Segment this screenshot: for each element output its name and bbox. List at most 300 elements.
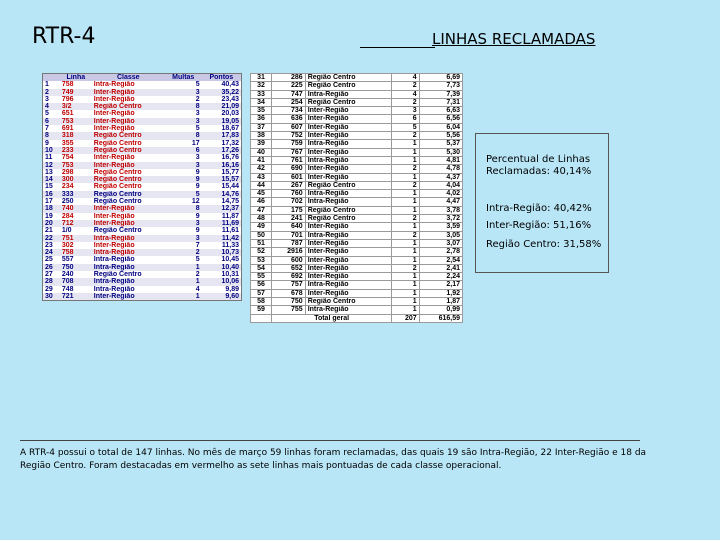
fines-cell: 1	[392, 239, 419, 247]
rank-cell: 41	[251, 156, 272, 164]
table-row	[43, 169, 242, 176]
class-cell: Região Centro	[93, 271, 142, 279]
rank-cell: 54	[251, 264, 272, 272]
points-cell: 2,24	[419, 273, 462, 281]
table-row	[251, 98, 463, 106]
rank-cell: 39	[251, 140, 272, 148]
class-cell: Inter-Região	[93, 212, 135, 220]
points-cell: 17,26	[221, 146, 239, 154]
table-row	[251, 223, 463, 231]
fines-cell: 1	[392, 223, 419, 231]
points-cell: 3,72	[419, 215, 462, 223]
line-cell: 747	[271, 90, 305, 98]
fines-cell: 1	[392, 198, 419, 206]
slide-heading: LINHAS RECLAMADAS	[432, 30, 596, 48]
rank-cell: 18	[45, 205, 53, 213]
line-cell: 241	[271, 215, 305, 223]
rank-cell: 16	[45, 190, 53, 198]
line-cell: 267	[271, 181, 305, 189]
fines-cell: 4	[392, 90, 419, 98]
fines-cell: 6	[392, 115, 419, 123]
line-cell: 240	[61, 271, 74, 279]
rank-cell: 56	[251, 281, 272, 289]
points-cell: 10,31	[221, 271, 239, 279]
rank-cell: 12	[45, 161, 53, 169]
class-cell: Inter-Região	[305, 248, 392, 256]
class-cell: Inter-Região	[93, 125, 135, 133]
table-row	[251, 181, 463, 189]
points-cell: 9,89	[225, 285, 239, 293]
class-cell: Região Centro	[305, 74, 392, 82]
line-cell: 760	[271, 190, 305, 198]
column-header: Linha	[66, 74, 86, 81]
line-cell: 333	[61, 190, 74, 198]
class-cell: Inter-Região	[305, 264, 392, 272]
points-cell: 11,42	[221, 234, 239, 242]
fines-cell: 2	[195, 271, 200, 279]
fines-cell: 5	[195, 125, 200, 133]
fines-cell: 17	[191, 139, 200, 147]
rank-cell: 3	[45, 95, 49, 103]
fines-cell: 2	[392, 181, 419, 189]
fines-cell: 2	[392, 231, 419, 239]
line-cell: 678	[271, 289, 305, 297]
class-cell: Inter-Região	[93, 88, 135, 96]
points-cell: 4,04	[419, 181, 462, 189]
table-row	[251, 206, 463, 214]
fines-cell: 6	[195, 146, 200, 154]
table-row	[43, 249, 242, 256]
line-cell: 234	[61, 183, 74, 191]
fines-cell: 8	[195, 132, 200, 140]
fines-cell: 1	[392, 281, 419, 289]
table-row	[43, 227, 242, 234]
line-cell: 740	[61, 205, 74, 213]
points-cell: 5,56	[419, 132, 462, 140]
line-cell: 175	[271, 206, 305, 214]
table-row	[251, 90, 463, 98]
fines-cell: 2	[392, 82, 419, 90]
points-cell: 20,03	[221, 110, 239, 118]
line-cell: 302	[61, 241, 74, 249]
rank-cell: 14	[45, 176, 53, 184]
class-cell: Inter-Região	[305, 289, 392, 297]
line-cell: 3/2	[61, 103, 72, 111]
fines-cell: 1	[392, 289, 419, 297]
class-cell: Inter-Região	[93, 219, 135, 227]
fines-cell: 3	[195, 219, 200, 227]
class-cell: Intra-Região	[93, 263, 135, 271]
table-row	[251, 198, 463, 206]
fines-cell: 9	[195, 168, 200, 176]
rank-cell: 13	[45, 168, 53, 176]
rank-cell: 53	[251, 256, 272, 264]
points-cell: 6,63	[419, 107, 462, 115]
line-cell: 758	[61, 249, 74, 257]
fines-cell: 1	[392, 298, 419, 306]
points-cell: 16,76	[221, 154, 239, 162]
table-row	[43, 125, 242, 132]
line-cell: 751	[61, 234, 74, 242]
column-header	[43, 74, 60, 82]
table-row	[43, 256, 242, 263]
points-cell: 15,57	[221, 176, 239, 184]
class-cell: Região Centro	[93, 176, 142, 184]
table-row	[43, 286, 242, 293]
rank-cell: 22	[45, 234, 53, 242]
rank-cell: 40	[251, 148, 272, 156]
line-cell: 284	[61, 212, 74, 220]
percent-reclamadas: Percentual de Linhas Reclamadas: 40,14%	[486, 154, 592, 177]
heading-rule	[360, 47, 435, 48]
line-cell: 300	[61, 176, 74, 184]
fines-cell: 9	[195, 227, 200, 235]
fines-cell: 9	[195, 212, 200, 220]
fines-cell: 8	[195, 205, 200, 213]
class-cell: Intra-Região	[305, 306, 392, 314]
class-cell: Região Centro	[305, 181, 392, 189]
rank-cell: 48	[251, 215, 272, 223]
points-cell: 4,78	[419, 165, 462, 173]
column-header: Classe	[117, 74, 140, 81]
class-cell: Região Centro	[93, 103, 142, 111]
fines-cell: 2	[392, 132, 419, 140]
class-cell: Intra-Região	[93, 256, 135, 264]
table-row	[43, 162, 242, 169]
rank-cell: 55	[251, 273, 272, 281]
table-row	[251, 74, 463, 82]
rank-cell: 38	[251, 132, 272, 140]
class-cell: Região Centro	[93, 198, 142, 206]
class-cell: Inter-Região	[93, 110, 135, 118]
fines-cell: 2	[392, 165, 419, 173]
rank-cell: 23	[45, 241, 53, 249]
table-row	[251, 156, 463, 164]
class-cell: Inter-Região	[93, 292, 135, 300]
class-cell: Inter-Região	[305, 165, 392, 173]
fines-cell: 8	[195, 103, 200, 111]
class-cell: Inter-Região	[305, 239, 392, 247]
line-cell: 758	[61, 81, 74, 89]
rank-cell: 7	[45, 125, 49, 133]
line-cell: 796	[61, 95, 74, 103]
fines-cell: 5	[195, 81, 200, 89]
points-cell: 23,43	[221, 95, 239, 103]
points-cell: 10,40	[221, 263, 239, 271]
points-cell: 17,83	[221, 132, 239, 140]
points-cell: 7,31	[419, 98, 462, 106]
percent-centro: Região Centro: 31,58%	[486, 239, 602, 250]
rank-cell: 45	[251, 190, 272, 198]
points-cell: 3,07	[419, 239, 462, 247]
line-cell: 753	[61, 117, 74, 125]
line-cell: 298	[61, 168, 74, 176]
table-row	[251, 306, 463, 314]
class-cell: Inter-Região	[305, 115, 392, 123]
points-cell: 21,09	[221, 103, 239, 111]
points-cell: 6,56	[419, 115, 462, 123]
table-row	[43, 242, 242, 249]
rank-cell: 8	[45, 132, 49, 140]
rank-cell: 25	[45, 256, 53, 264]
points-cell: 3,05	[419, 231, 462, 239]
line-cell: 701	[271, 231, 305, 239]
points-cell: 3,78	[419, 206, 462, 214]
table-row	[251, 132, 463, 140]
class-cell: Intra-Região	[305, 140, 392, 148]
points-cell: 11,33	[221, 241, 239, 249]
points-cell: 11,87	[221, 212, 239, 220]
line-cell: 636	[271, 115, 305, 123]
line-cell: 250	[61, 198, 74, 206]
line-cell: 1/0	[61, 227, 72, 235]
rank-cell: 5	[45, 110, 49, 118]
rank-cell: 49	[251, 223, 272, 231]
fines-cell: 2	[392, 264, 419, 272]
table-row	[43, 264, 242, 271]
points-cell: 4,47	[419, 198, 462, 206]
table-row	[43, 176, 242, 183]
points-cell: 1,87	[419, 298, 462, 306]
rank-cell: 32	[251, 82, 272, 90]
table-row	[43, 191, 242, 198]
points-cell: 17,32	[221, 139, 239, 147]
fines-cell: 5	[392, 123, 419, 131]
rank-cell: 47	[251, 206, 272, 214]
class-cell: Intra-Região	[305, 190, 392, 198]
class-cell: Intra-Região	[93, 285, 135, 293]
line-cell: 761	[271, 156, 305, 164]
points-cell: 1,92	[419, 289, 462, 297]
rank-cell: 1	[45, 81, 49, 89]
table-row	[43, 147, 242, 154]
total-pontos: 616,59	[419, 314, 462, 322]
rank-cell: 52	[251, 248, 272, 256]
fines-cell: 1	[392, 173, 419, 181]
class-cell: Região Centro	[305, 298, 392, 306]
summary-box	[475, 133, 609, 273]
rank-cell: 21	[45, 227, 53, 235]
line-cell: 651	[61, 110, 74, 118]
class-cell: Região Centro	[305, 215, 392, 223]
fines-cell: 4	[392, 74, 419, 82]
table-row	[251, 148, 463, 156]
points-cell: 16,16	[221, 161, 239, 169]
points-cell: 35,22	[221, 88, 239, 96]
fines-cell: 2	[392, 98, 419, 106]
class-cell: Região Centro	[93, 139, 142, 147]
fines-cell: 1	[195, 278, 200, 286]
fines-cell: 3	[195, 161, 200, 169]
class-cell: Região Centro	[305, 82, 392, 90]
rank-cell: 31	[251, 74, 272, 82]
line-cell: 748	[61, 285, 74, 293]
table-row	[43, 198, 242, 205]
fines-cell: 1	[392, 256, 419, 264]
table-row	[43, 183, 242, 190]
rank-cell: 46	[251, 198, 272, 206]
class-cell: Inter-Região	[305, 223, 392, 231]
points-cell: 9,60	[225, 292, 239, 300]
fines-cell: 3	[195, 117, 200, 125]
class-cell: Região Centro	[93, 183, 142, 191]
table-row	[43, 103, 242, 110]
fines-cell: 1	[392, 148, 419, 156]
fines-cell: 1	[392, 248, 419, 256]
table-row	[251, 107, 463, 115]
fines-cell: 1	[392, 206, 419, 214]
fines-cell: 1	[392, 273, 419, 281]
rank-cell: 24	[45, 249, 53, 257]
rank-cell: 11	[45, 154, 53, 162]
rank-cell: 26	[45, 263, 53, 271]
total-multas: 207	[392, 314, 419, 322]
rank-cell: 15	[45, 183, 53, 191]
line-cell: 734	[271, 107, 305, 115]
class-cell: Região Centro	[93, 168, 142, 176]
table-row	[43, 118, 242, 125]
table-row	[43, 220, 242, 227]
points-cell: 12,37	[221, 205, 239, 213]
percent-intra: Intra-Região: 40,42%	[486, 203, 592, 214]
table-row	[43, 213, 242, 220]
line-cell: 759	[271, 140, 305, 148]
points-cell: 40,43	[221, 81, 239, 89]
points-cell: 0,99	[419, 306, 462, 314]
column-header: Multas	[172, 74, 195, 81]
class-cell: Inter-Região	[305, 173, 392, 181]
rank-cell: 20	[45, 219, 53, 227]
fines-cell: 9	[195, 183, 200, 191]
points-cell: 10,45	[221, 256, 239, 264]
points-cell: 2,54	[419, 256, 462, 264]
class-cell: Inter-Região	[93, 154, 135, 162]
points-cell: 5,30	[419, 148, 462, 156]
line-cell: 767	[271, 148, 305, 156]
rank-cell: 42	[251, 165, 272, 173]
table-row	[251, 298, 463, 306]
points-cell: 14,76	[221, 190, 239, 198]
points-cell: 2,41	[419, 264, 462, 272]
class-cell: Região Centro	[93, 146, 142, 154]
fines-cell: 7	[195, 241, 200, 249]
column-header: Pontos	[209, 74, 234, 81]
line-cell: 755	[271, 306, 305, 314]
class-cell: Inter-Região	[305, 273, 392, 281]
fines-cell: 9	[195, 176, 200, 184]
line-cell: 557	[61, 256, 74, 264]
line-cell: 355	[61, 139, 74, 147]
line-cell: 318	[61, 132, 74, 140]
line-cell: 233	[61, 146, 74, 154]
table-row	[251, 115, 463, 123]
table-row	[251, 165, 463, 173]
points-cell: 10,73	[221, 249, 239, 257]
line-cell: 749	[61, 88, 74, 96]
points-cell: 18,67	[221, 125, 239, 133]
points-cell: 11,61	[221, 227, 239, 235]
rank-cell: 9	[45, 139, 49, 147]
rank-cell: 30	[45, 292, 53, 300]
ranking-table-left	[42, 73, 242, 301]
points-cell: 10,06	[221, 278, 239, 286]
class-cell: Intra-Região	[305, 198, 392, 206]
total-label: Total geral	[271, 314, 391, 322]
rank-cell: 57	[251, 289, 272, 297]
fines-cell: 1	[392, 156, 419, 164]
fines-cell: 1	[392, 190, 419, 198]
fines-cell: 3	[392, 107, 419, 115]
line-cell: 721	[61, 292, 74, 300]
class-cell: Inter-Região	[93, 205, 135, 213]
table-row	[251, 190, 463, 198]
table-row	[43, 235, 242, 242]
rank-cell: 27	[45, 271, 53, 279]
line-cell: 2916	[271, 248, 305, 256]
class-cell: Intra-Região	[93, 234, 135, 242]
points-cell: 15,77	[221, 168, 239, 176]
class-cell: Região Centro	[305, 98, 392, 106]
table-row	[251, 273, 463, 281]
fines-cell: 2	[195, 249, 200, 257]
table-row	[43, 278, 242, 285]
line-cell: 600	[271, 256, 305, 264]
line-cell: 640	[271, 223, 305, 231]
rank-cell: 51	[251, 239, 272, 247]
table-row	[43, 271, 242, 278]
class-cell: Região Centro	[93, 132, 142, 140]
fines-cell: 3	[195, 234, 200, 242]
class-cell: Inter-Região	[305, 107, 392, 115]
line-cell: 708	[61, 278, 74, 286]
points-cell: 7,73	[419, 82, 462, 90]
line-cell: 750	[271, 298, 305, 306]
class-cell: Intra-Região	[93, 249, 135, 257]
fines-cell: 2	[195, 95, 200, 103]
rank-cell: 37	[251, 123, 272, 131]
points-cell: 4,81	[419, 156, 462, 164]
table-row	[251, 256, 463, 264]
points-cell: 4,37	[419, 173, 462, 181]
table-row	[251, 239, 463, 247]
table-row	[43, 96, 242, 103]
rank-cell: 36	[251, 115, 272, 123]
ranking-table-right	[250, 73, 463, 323]
points-cell: 6,69	[419, 74, 462, 82]
table-row	[43, 81, 242, 88]
points-cell: 2,17	[419, 281, 462, 289]
line-cell: 225	[271, 82, 305, 90]
points-cell: 3,59	[419, 223, 462, 231]
fines-cell: 1	[392, 306, 419, 314]
rank-cell: 50	[251, 231, 272, 239]
class-cell: Região Centro	[305, 206, 392, 214]
line-cell: 286	[271, 74, 305, 82]
total-row	[251, 314, 463, 322]
line-cell: 712	[61, 219, 74, 227]
line-cell: 757	[271, 281, 305, 289]
class-cell: Intra-Região	[93, 278, 135, 286]
points-cell: 4,02	[419, 190, 462, 198]
table-row	[251, 140, 463, 148]
fines-cell: 5	[195, 256, 200, 264]
class-cell: Inter-Região	[305, 123, 392, 131]
table-row	[251, 173, 463, 181]
table-row	[43, 110, 242, 117]
rank-cell: 43	[251, 173, 272, 181]
fines-cell: 3	[195, 154, 200, 162]
table-row	[251, 289, 463, 297]
